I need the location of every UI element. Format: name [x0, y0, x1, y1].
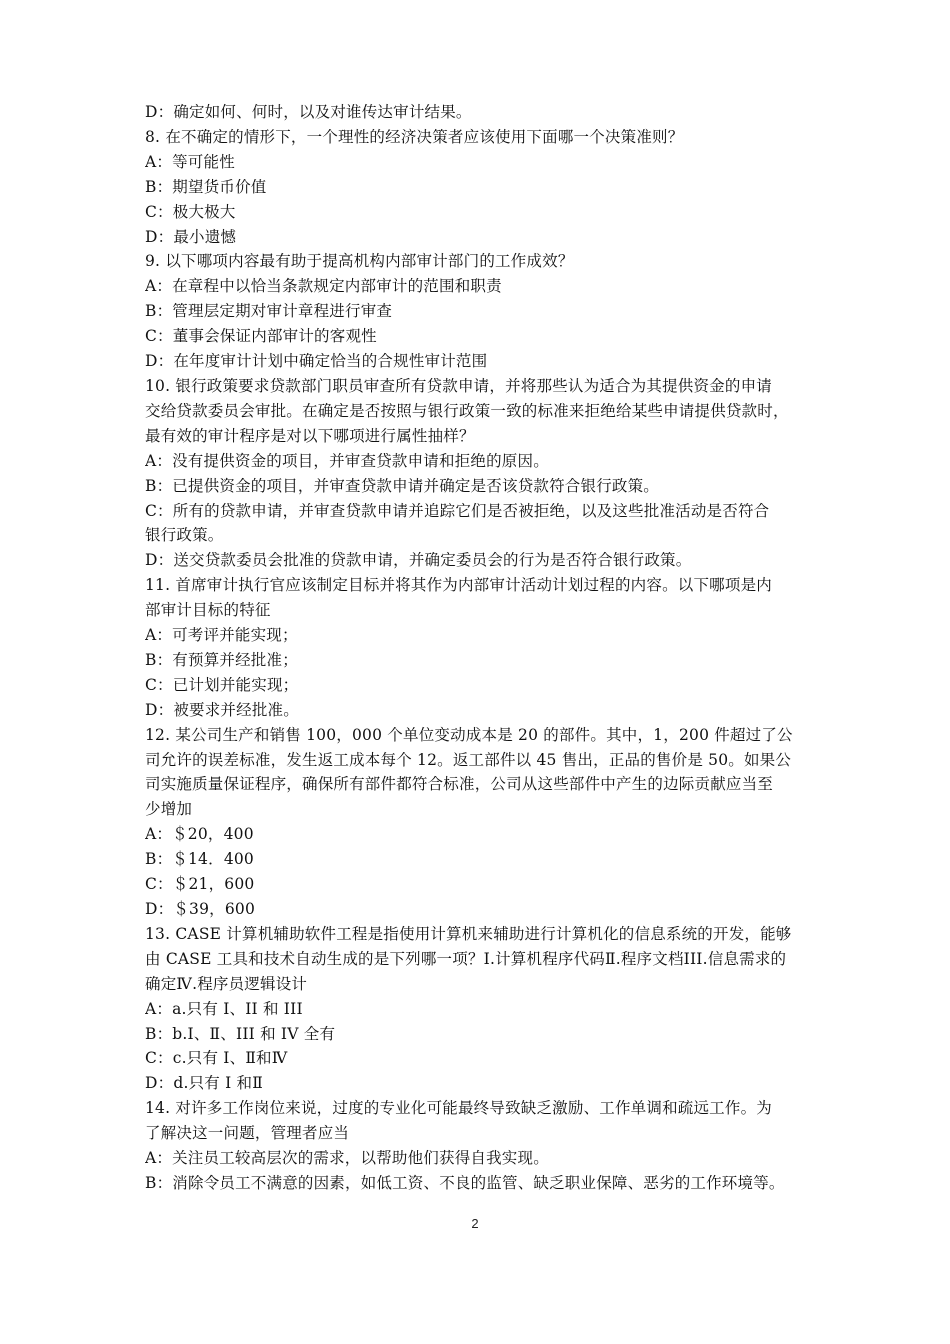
option-line: C：所有的贷款申请，并审查贷款申请并追踪它们是否被拒绝，以及这些批准活动是否符合	[145, 501, 770, 520]
option-line: D：被要求并经批准。	[145, 700, 299, 719]
question-13-cont: 由 CASE 工具和技术自动生成的是下列哪一项？I.计算机程序代码Ⅱ.程序文档III.信息需求的	[145, 949, 787, 968]
question-13: 13. CASE 计算机辅助软件工程是指使用计算机来辅助进行计算机化的信息系统的开发，能够	[145, 924, 792, 943]
option-line: B：有预算并经批准；	[145, 650, 298, 669]
question-13-cont: 确定Ⅳ.程序员逻辑设计	[145, 974, 308, 993]
option-line: D：在年度审计计划中确定恰当的合规性审计范围	[145, 352, 488, 371]
question-10-cont: 交给贷款委员会审批。在确定是否按照与银行政策一致的标准来拒绝给某些申请提供贷款时，	[145, 401, 789, 420]
option-line: D：最小遗憾	[145, 227, 237, 246]
option-line: C：极大极大	[145, 202, 236, 221]
option-line: D：d.只有 I 和Ⅱ	[145, 1074, 263, 1093]
option-line: C：＄21，600	[145, 875, 255, 894]
option-line: A：a.只有 I、II 和 III	[145, 999, 303, 1018]
option-line: A：可考评并能实现；	[145, 626, 298, 645]
question-11: 11. 首席审计执行官应该制定目标并将其作为内部审计活动计划过程的内容。以下哪项是内	[145, 576, 772, 595]
option-line: C：c.只有 I、Ⅱ和Ⅳ	[145, 1049, 288, 1068]
option-line: B：已提供资金的项目，并审查贷款申请并确定是否该贷款符合银行政策。	[145, 476, 659, 495]
option-line: B：期望货币价值	[145, 177, 267, 196]
question-12-cont: 司允许的误差标准，发生返工成本每个 12。返工部件以 45 售出，正品的售价是 50。如果公	[145, 750, 792, 769]
question-14: 14. 对许多工作岗位来说，过度的专业化可能最终导致缺乏激励、工作单调和疏远工作。为	[145, 1099, 772, 1118]
option-line: B：管理层定期对审计章程进行审查	[145, 302, 393, 321]
option-line: C：董事会保证内部审计的客观性	[145, 327, 377, 346]
option-line: A：没有提供资金的项目，并审查贷款申请和拒绝的原因。	[145, 451, 549, 470]
option-line: C：已计划并能实现；	[145, 675, 299, 694]
option-line-cont: 银行政策。	[145, 526, 224, 545]
option-line: B：＄14．400	[145, 850, 254, 869]
option-line: D：＄39，600	[145, 900, 256, 918]
text-line: D：确定如何、何时，以及对谁传达审计结果。	[145, 103, 472, 121]
question-10-cont: 最有效的审计程序是对以下哪项进行属性抽样？	[145, 426, 475, 445]
question-14-cont: 了解决这一问题，管理者应当	[145, 1124, 350, 1143]
option-line: A：＄20，400	[145, 825, 254, 844]
page-number: 2	[471, 1216, 479, 1231]
question-10: 10. 银行政策要求贷款部门职员审查所有贷款申请，并将那些认为适合为其提供资金的申请	[145, 376, 772, 395]
option-line: A：在章程中以恰当条款规定内部审计的范围和职责	[145, 277, 502, 296]
option-line: A：等可能性	[145, 152, 235, 171]
option-line: B：消除令员工不满意的因素，如低工资、不良的监管、缺乏职业保障、恶劣的工作环境等。	[145, 1173, 785, 1192]
question-9: 9. 以下哪项内容最有助于提高机构内部审计部门的工作成效？	[145, 252, 574, 271]
question-12-cont: 少增加	[145, 800, 193, 819]
question-11-cont: 部审计目标的特征	[145, 601, 271, 620]
question-12: 12. 某公司生产和销售 100，000 个单位变动成本是 20 的部件。其中，1，200 件超过了公	[145, 725, 793, 744]
option-line: B：b.I、Ⅱ、III 和 IV 全有	[145, 1024, 336, 1043]
document-body	[145, 100, 810, 1196]
question-8: 8. 在不确定的情形下，一个理性的经济决策者应该使用下面哪一个决策准则？	[145, 127, 684, 146]
option-line: D：送交贷款委员会批准的贷款申请，并确定委员会的行为是否符合银行政策。	[145, 551, 692, 570]
option-line: A：关注员工较高层次的需求，以帮助他们获得自我实现。	[145, 1149, 549, 1168]
question-12-cont: 司实施质量保证程序，确保所有部件都符合标准，公司从这些部件中产生的边际贡献应当至	[145, 775, 774, 794]
